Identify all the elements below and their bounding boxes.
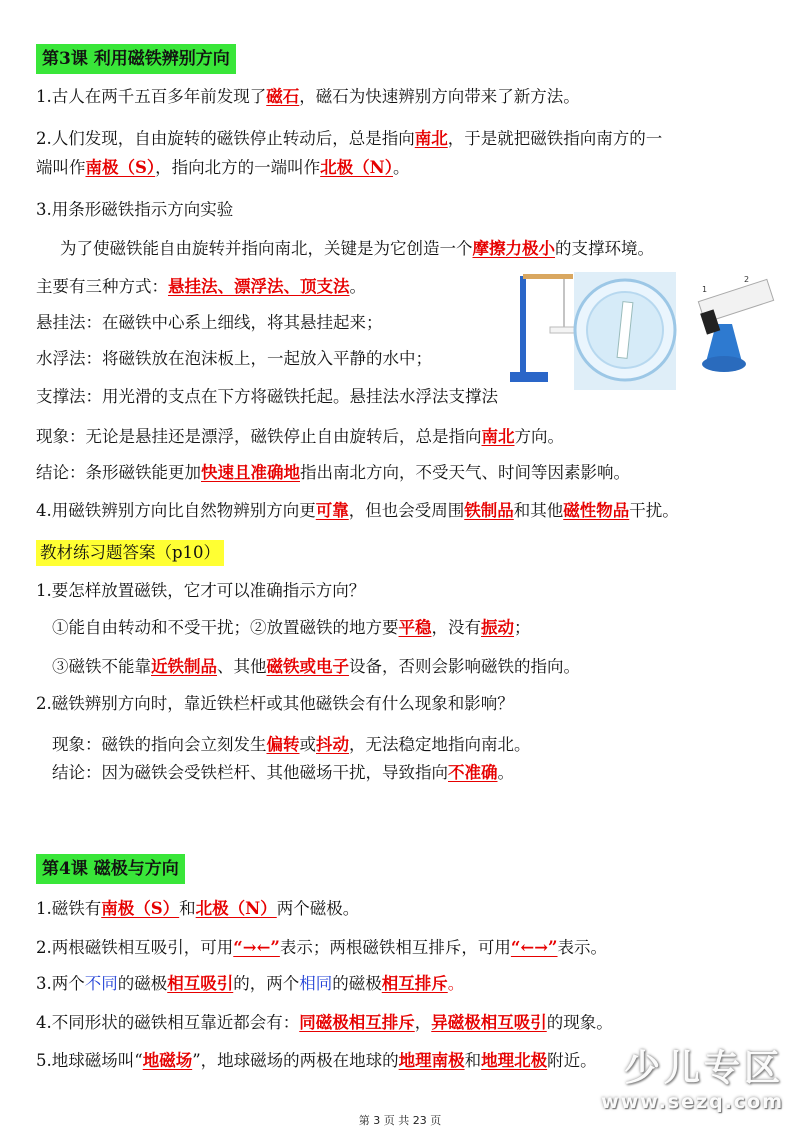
exercise-q1: 1.要怎样放置磁铁，它才可以准确指示方向？ [36, 581, 366, 600]
exercise-title: 教材练习题答案（p10） [36, 540, 224, 566]
exercise-q2-conclusion: 结论：因为磁铁会受铁栏杆、其他磁场干扰，导致指向不准确。 [52, 763, 514, 782]
lesson4-point3: 3.两个不同的磁极相互吸引的，两个相同的磁极相互排斥。 [36, 974, 465, 993]
lesson4-point4: 4.不同形状的磁铁相互靠近都会有：同磁极相互排斥，异磁极相互吸引的现象。 [36, 1013, 613, 1032]
lesson3-method-support: 支撑法：用光滑的支点在下方将磁铁托起。悬挂法水浮法支撑法 [36, 387, 498, 406]
lesson4-point5: 5.地球磁场叫“地磁场”，地球磁场的两极在地球的地理南极和地理北极附近。 [36, 1051, 597, 1070]
lesson3-phenomenon: 现象：无论是悬挂还是漂浮，磁铁停止自由旋转后，总是指向南北方向。 [36, 427, 564, 446]
lesson3-point4: 4.用磁铁辨别方向比自然物辨别方向更可靠，但也会受周围铁制品和其他磁性物品干扰。 [36, 501, 679, 520]
lesson3-method-hang: 悬挂法：在磁铁中心系上细线，将其悬挂起来； [36, 313, 383, 332]
page-number: 第 3 页 共 23 页 [358, 1114, 442, 1127]
hanging-magnet-illustration [510, 274, 580, 382]
watermark [584, 1040, 784, 1113]
lesson4-title: 第4课 磁极与方向 [36, 854, 185, 884]
exercise-q1-answer-a: ①能自由转动和不受干扰；②放置磁铁的地方要平稳，没有振动； [52, 618, 531, 637]
pictures-caption: 悬挂法水浮法支撑法 [349, 387, 498, 406]
exercise-q2: 2.磁铁辨别方向时，靠近铁栏杆或其他磁铁会有什么现象和影响？ [36, 694, 514, 713]
svg-text:1: 1 [702, 285, 708, 294]
lesson3-conclusion: 结论：条形磁铁能更加快速且准确地指出南北方向，不受天气、时间等因素影响。 [36, 463, 630, 482]
svg-text:2: 2 [744, 275, 750, 284]
floating-magnet-illustration [574, 272, 676, 390]
lesson3-point3: 3.用条形磁铁指示方向实验 [36, 200, 234, 219]
watermark-url: www.sezq.com [601, 1091, 784, 1113]
lesson3-methods: 主要有三种方式：悬挂法、漂浮法、顶支法。 [36, 277, 366, 296]
lesson4-point2: 2.两根磁铁相互吸引，可用“→←”表示；两根磁铁相互排斥，可用“←→”表示。 [36, 938, 608, 957]
lesson3-method-float: 水浮法：将磁铁放在泡沫板上，一起放入平静的水中； [36, 349, 432, 368]
lesson3-title: 第3课 利用磁铁辨别方向 [36, 44, 236, 74]
lesson3-point1: 1.古人在两千五百多年前发现了磁石，磁石为快速辨别方向带来了新方法。 [36, 87, 580, 106]
lesson3-point3-key: 为了使磁铁能自由旋转并指向南北，关键是为它创造一个摩擦力极小的支撑环境。 [60, 239, 654, 258]
supported-magnet-illustration [698, 275, 773, 372]
exercise-q2-phenomenon: 现象：磁铁的指向会立刻发生偏转或抖动，无法稳定地指向南北。 [52, 735, 531, 754]
exercise-q1-answer-b: ③磁铁不能靠近铁制品、其他磁铁或电子设备，否则会影响磁铁的指向。 [52, 657, 580, 676]
watermark-logo: 少儿专区 [623, 1048, 784, 1089]
experiment-pictures [506, 272, 776, 390]
lesson4-point1: 1.磁铁有南极（S）和北极（N）两个磁极。 [36, 899, 360, 918]
lesson3-point2: 2.人们发现，自由旋转的磁铁停止转动后，总是指向南北，于是就把磁铁指向南方的一 [36, 129, 663, 148]
lesson3-point2-cont: 端叫作南极（S），指向北方的一端叫作北极（N）。 [36, 158, 410, 177]
